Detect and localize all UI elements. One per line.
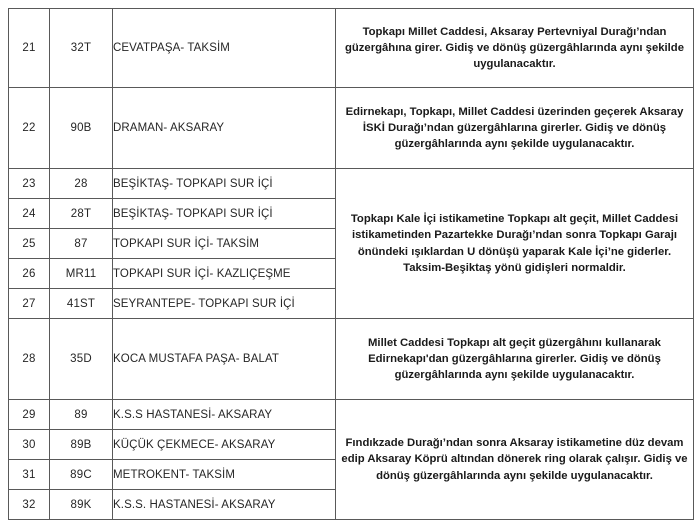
route-name-cell: METROKENT- TAKSİM [113, 460, 336, 490]
row-number-cell: 24 [9, 199, 50, 229]
route-description-cell: Fındıkzade Durağı’ndan sonra Aksaray istikametine düz devam edip Aksaray Köprü altından dönerek ring olarak çalışır. Gidiş ve dönüş güzergâhlarında aynı şekilde uygulanacaktır. [336, 400, 694, 520]
route-code-cell: 35D [50, 319, 113, 400]
row-number-cell: 28 [9, 319, 50, 400]
route-name-cell: BEŞİKTAŞ- TOPKAPI SUR İÇİ [113, 199, 336, 229]
route-name-cell: TOPKAPI SUR İÇİ- TAKSİM [113, 229, 336, 259]
route-description-cell: Topkapı Millet Caddesi, Aksaray Pertevniyal Durağı’ndan güzergâhına girer. Gidiş ve dönüş güzergâhlarında aynı şekilde uygulanacaktır. [336, 9, 694, 88]
route-name-cell: K.S.S. HASTANESİ- AKSARAY [113, 490, 336, 520]
row-number-cell: 21 [9, 9, 50, 88]
row-number-cell: 32 [9, 490, 50, 520]
route-description-cell: Edirnekapı, Topkapı, Millet Caddesi üzerinden geçerek Aksaray İSKİ Durağı’ndan güzergâhlarına girerler. Gidiş ve dönüş güzergâhlarında aynı şekilde uygulanacaktır. [336, 88, 694, 169]
route-code-cell: 90B [50, 88, 113, 169]
row-number-cell: 22 [9, 88, 50, 169]
route-code-cell: 41ST [50, 289, 113, 319]
route-name-cell: K.S.S HASTANESİ- AKSARAY [113, 400, 336, 430]
table-body [9, 9, 694, 520]
route-description-cell: Topkapı Kale İçi istikametine Topkapı alt geçit, Millet Caddesi istikametinden Pazartekke Durağı’ndan sonra Topkapı Garajı önündeki ışıklardan U dönüşü yaparak Kale İçi’ne giderler. Taksim-Beşiktaş yönü gidişleri normaldir. [336, 169, 694, 319]
route-code-cell: 28 [50, 169, 113, 199]
row-number-cell: 26 [9, 259, 50, 289]
route-code-cell: MR11 [50, 259, 113, 289]
row-number-cell: 25 [9, 229, 50, 259]
row-number-cell: 27 [9, 289, 50, 319]
route-name-cell: SEYRANTEPE- TOPKAPI SUR İÇİ [113, 289, 336, 319]
row-number-cell: 30 [9, 430, 50, 460]
table-row [9, 319, 694, 400]
route-code-cell: 89C [50, 460, 113, 490]
route-name-cell: BEŞİKTAŞ- TOPKAPI SUR İÇİ [113, 169, 336, 199]
route-name-cell: DRAMAN- AKSARAY [113, 88, 336, 169]
table-row [9, 88, 694, 169]
route-code-cell: 89K [50, 490, 113, 520]
route-description-cell: Millet Caddesi Topkapı alt geçit güzergâhını kullanarak Edirnekapı'dan güzergâhlarına girerler. Gidiş ve dönüş güzergâhlarında aynı şekilde uygulanacaktır. [336, 319, 694, 400]
route-name-cell: KOCA MUSTAFA PAŞA- BALAT [113, 319, 336, 400]
route-code-cell: 28T [50, 199, 113, 229]
bus-route-table [8, 8, 694, 520]
route-code-cell: 89 [50, 400, 113, 430]
route-code-cell: 87 [50, 229, 113, 259]
route-name-cell: TOPKAPI SUR İÇİ- KAZLIÇEŞME [113, 259, 336, 289]
row-number-cell: 31 [9, 460, 50, 490]
table-row [9, 9, 694, 88]
table-row [9, 169, 694, 199]
route-name-cell: KÜÇÜK ÇEKMECE- AKSARAY [113, 430, 336, 460]
row-number-cell: 29 [9, 400, 50, 430]
table-row [9, 400, 694, 430]
row-number-cell: 23 [9, 169, 50, 199]
route-name-cell: CEVATPAŞA- TAKSİM [113, 9, 336, 88]
route-code-cell: 89B [50, 430, 113, 460]
route-code-cell: 32T [50, 9, 113, 88]
